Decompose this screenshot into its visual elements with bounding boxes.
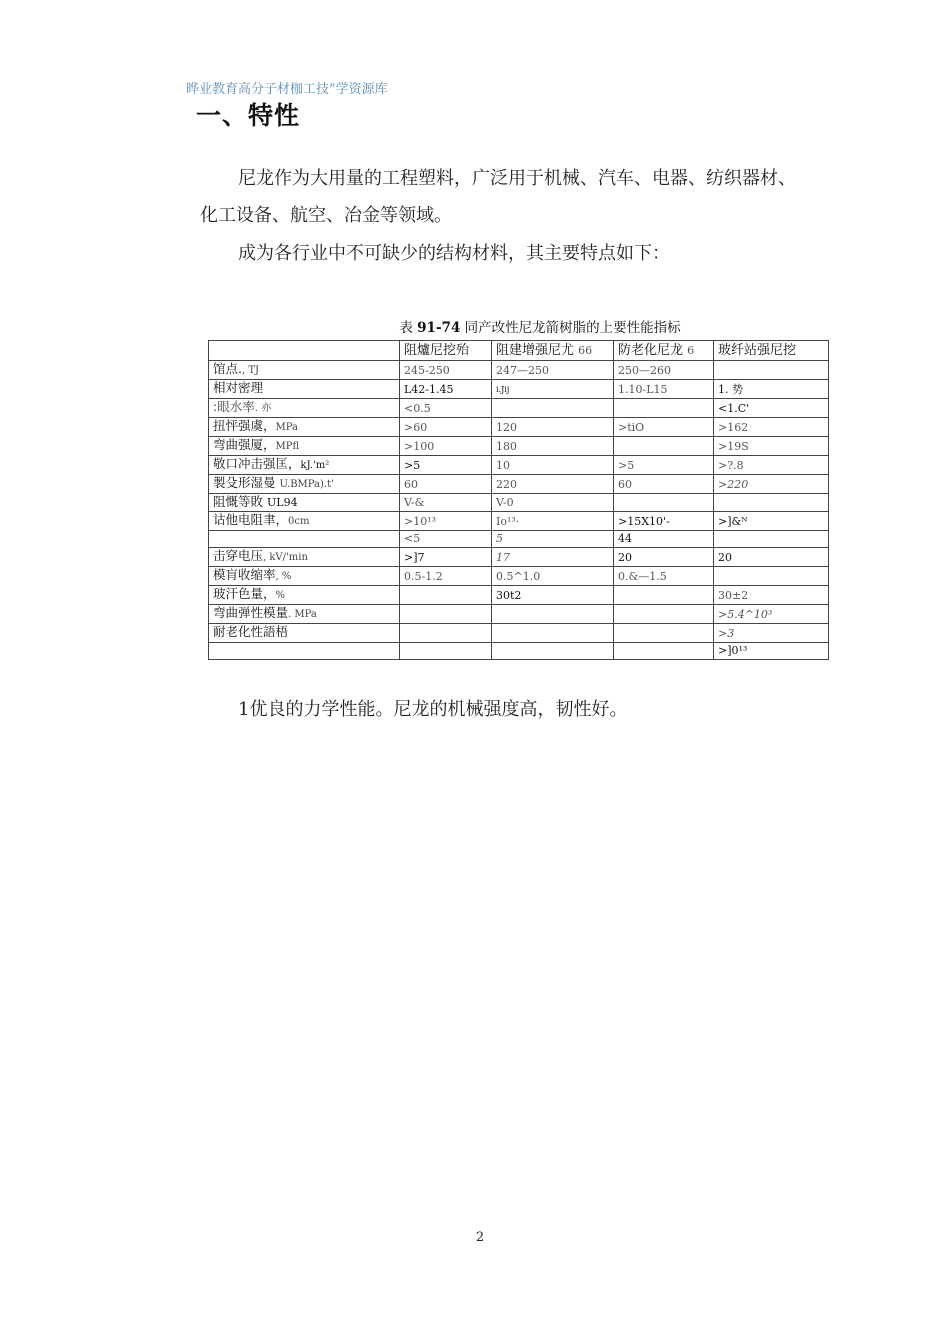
table-cell xyxy=(614,494,714,512)
header-cell xyxy=(614,341,714,361)
table-row xyxy=(209,494,829,512)
table-row xyxy=(209,475,829,494)
table-cell: 44 xyxy=(614,531,714,548)
table-row xyxy=(209,399,829,418)
table-cell: 30t2 xyxy=(492,586,614,605)
table-cell: 120 xyxy=(492,418,614,437)
table-cell: 1. 势 xyxy=(714,380,829,399)
table-cell: 220 xyxy=(492,475,614,494)
paragraph-3: 成为各行业中不可缺少的结构材料，其主要特点如下： xyxy=(238,243,670,264)
table-cell: 247—250 xyxy=(492,361,614,380)
row-label: 馆点., TJ xyxy=(209,361,400,380)
row-label: 弯曲弹性模量. MPa xyxy=(209,605,400,624)
caption-text: 同产改性尼龙箭树脂的上要性能指标 xyxy=(464,320,681,336)
table-cell: 0.5-1.2 xyxy=(400,567,492,586)
row-label: 製殳形湿曼 U.BMPa).t' xyxy=(209,475,400,494)
table-cell xyxy=(614,624,714,643)
page-number: 2 xyxy=(475,1230,485,1245)
properties-table xyxy=(208,340,829,660)
table-cell: >15X10'- xyxy=(614,512,714,531)
table-row xyxy=(209,586,829,605)
table-cell: V-0 xyxy=(492,494,614,512)
row-label: 敬口冲击强匡，kJ.'m² xyxy=(209,456,400,475)
table-row xyxy=(209,418,829,437)
table-cell xyxy=(714,361,829,380)
table-cell: <1.C' xyxy=(714,399,829,418)
header-cell xyxy=(492,341,614,361)
table-cell: 0.5^1.0 xyxy=(492,567,614,586)
table-cell: >19S xyxy=(714,437,829,456)
row-label: 弯曲强厦，MPfl xyxy=(209,437,400,456)
table-cell: 250—260 xyxy=(614,361,714,380)
table-cell xyxy=(492,624,614,643)
table-cell xyxy=(614,605,714,624)
table-row xyxy=(209,437,829,456)
column-suffix: 66 xyxy=(578,343,593,357)
table-cell: 20 xyxy=(614,548,714,567)
table-cell: >]&ᴺ xyxy=(714,512,829,531)
table-cell: <0.5 xyxy=(400,399,492,418)
table-cell: 245-250 xyxy=(400,361,492,380)
header-cell xyxy=(714,341,829,361)
table-row xyxy=(209,567,829,586)
table-header-row xyxy=(209,341,829,361)
table-cell: <5 xyxy=(400,531,492,548)
table-cell: >60 xyxy=(400,418,492,437)
table-cell xyxy=(400,643,492,660)
column-name: 防老化尼龙 xyxy=(618,342,684,358)
table-row xyxy=(209,456,829,475)
table-cell: 10 xyxy=(492,456,614,475)
header-cell-empty xyxy=(209,341,400,361)
table-cell: 180 xyxy=(492,437,614,456)
table-cell: Io¹³· xyxy=(492,512,614,531)
table-cell: 1.10-L15 xyxy=(614,380,714,399)
table-cell: 20 xyxy=(714,548,829,567)
paragraph-4: 1优良的力学性能。尼龙的机械强度高，韧性好。 xyxy=(238,699,628,720)
table-cell xyxy=(714,531,829,548)
table-cell: i.Jij xyxy=(492,380,614,399)
table-cell: V-& xyxy=(400,494,492,512)
table-cell: >220 xyxy=(714,475,829,494)
table-cell: >10¹³ xyxy=(400,512,492,531)
table-cell: >162 xyxy=(714,418,829,437)
table-cell: 60 xyxy=(400,475,492,494)
row-label: 模肓收缩率, % xyxy=(209,567,400,586)
table-cell: >5 xyxy=(400,456,492,475)
row-label: 玻汗色量，% xyxy=(209,586,400,605)
table-row xyxy=(209,548,829,567)
table-cell xyxy=(614,643,714,660)
table-cell: 30±2 xyxy=(714,586,829,605)
table-row xyxy=(209,361,829,380)
row-label: 耐老化性語梧 xyxy=(209,624,400,643)
table-cell: >5.4^10³ xyxy=(714,605,829,624)
table-cell: >]0¹³ xyxy=(714,643,829,660)
table-cell xyxy=(400,624,492,643)
paragraph-2: 化工设备、航空、冶金等领域。 xyxy=(200,205,452,226)
table-row xyxy=(209,512,829,531)
row-label: :眼水率. 亦 xyxy=(209,399,400,418)
table-cell xyxy=(714,567,829,586)
table-row xyxy=(209,605,829,624)
table-cell: >100 xyxy=(400,437,492,456)
table-cell xyxy=(492,399,614,418)
table-row xyxy=(209,643,829,660)
table-cell xyxy=(400,605,492,624)
caption-number: 91-74 xyxy=(417,320,461,336)
table-cell: >tiO xyxy=(614,418,714,437)
row-label: 阻慨等敗 UL94 xyxy=(209,494,400,512)
document-header: 晔业教育高分子材枷工技”学资源库 xyxy=(186,82,388,97)
table-cell: L42-1.45 xyxy=(400,380,492,399)
table-row xyxy=(209,380,829,399)
table-cell: 5 xyxy=(492,531,614,548)
row-label xyxy=(209,531,400,548)
row-label: 相对密理 xyxy=(209,380,400,399)
table-cell: 60 xyxy=(614,475,714,494)
table-cell xyxy=(614,437,714,456)
table-cell xyxy=(492,605,614,624)
section-title: 一、特性 xyxy=(196,101,301,130)
table-row xyxy=(209,624,829,643)
table-cell: >?.8 xyxy=(714,456,829,475)
paragraph-1: 尼龙作为大用量的工程塑料，广泛用于机械、汽车、电器、纺织器材、 xyxy=(238,168,796,189)
table-caption xyxy=(0,316,950,336)
header-cell xyxy=(400,341,492,361)
table-cell xyxy=(614,399,714,418)
table-cell xyxy=(400,586,492,605)
row-label: 诂他电阻聿，0cm xyxy=(209,512,400,531)
table-row xyxy=(209,531,829,548)
table-cell xyxy=(714,494,829,512)
table-cell xyxy=(492,643,614,660)
table-cell: >]7 xyxy=(400,548,492,567)
column-name: 阻爐尼挖殆 xyxy=(404,342,470,358)
column-suffix: 6 xyxy=(687,343,695,357)
table-cell: >5 xyxy=(614,456,714,475)
row-label: 击穿电压, kV/'min xyxy=(209,548,400,567)
column-name: 玻纤站强尼挖 xyxy=(718,342,797,358)
table-cell: >3 xyxy=(714,624,829,643)
table-cell: 17 xyxy=(492,548,614,567)
table-cell: 0.&—1.5 xyxy=(614,567,714,586)
column-name: 阻建增强尼尤 xyxy=(496,342,575,358)
table-cell xyxy=(614,586,714,605)
row-label xyxy=(209,643,400,660)
row-label: 扭怦强虞，MPa xyxy=(209,418,400,437)
caption-prefix: 表 xyxy=(399,320,413,336)
